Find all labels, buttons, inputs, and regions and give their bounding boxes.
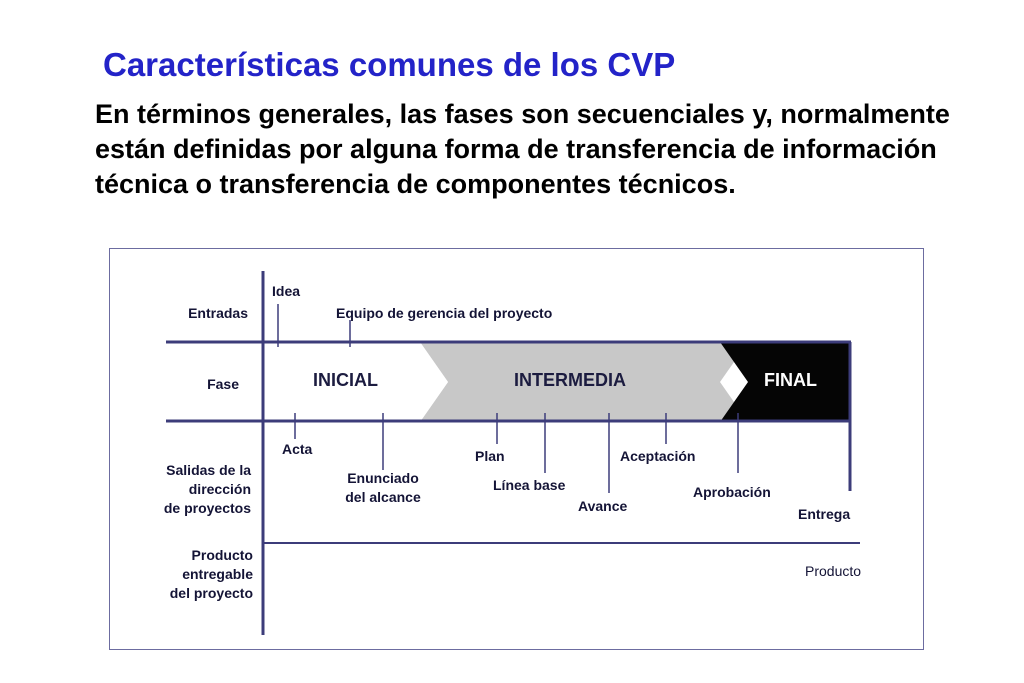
phase-inicial: INICIAL — [313, 370, 378, 390]
product-label: Producto — [805, 563, 862, 579]
input-idea: Idea — [272, 283, 301, 299]
output-entrega: Entrega — [798, 506, 851, 522]
row-label-fase: Fase — [207, 376, 239, 392]
slide-body-text: En términos generales, las fases son secuenciales y, normalmente están definidas por alguna forma de transferencia de información técnica o transferencia de componentes técnicos. — [95, 99, 950, 199]
phase-intermedia: INTERMEDIA — [514, 370, 626, 390]
row-label-entradas: Entradas — [188, 305, 248, 321]
output-aprobacion: Aprobación — [693, 484, 771, 500]
output-acta: Acta — [282, 441, 313, 457]
output-avance: Avance — [578, 498, 628, 514]
output-aceptacion: Aceptación — [620, 448, 696, 464]
input-equipo: Equipo de gerencia del proyecto — [336, 305, 553, 321]
row-label-producto: Producto entregable del proyecto — [169, 547, 253, 601]
slide-title: Características comunes de los CVP — [103, 46, 676, 83]
output-enunciado: Enunciado del alcance — [345, 470, 421, 505]
phase-final: FINAL — [764, 370, 817, 390]
output-linea-base: Línea base — [493, 477, 566, 493]
row-label-salidas: Salidas de la dirección de proyectos — [163, 462, 251, 516]
phase-diagram — [109, 248, 924, 650]
output-plan: Plan — [475, 448, 505, 464]
